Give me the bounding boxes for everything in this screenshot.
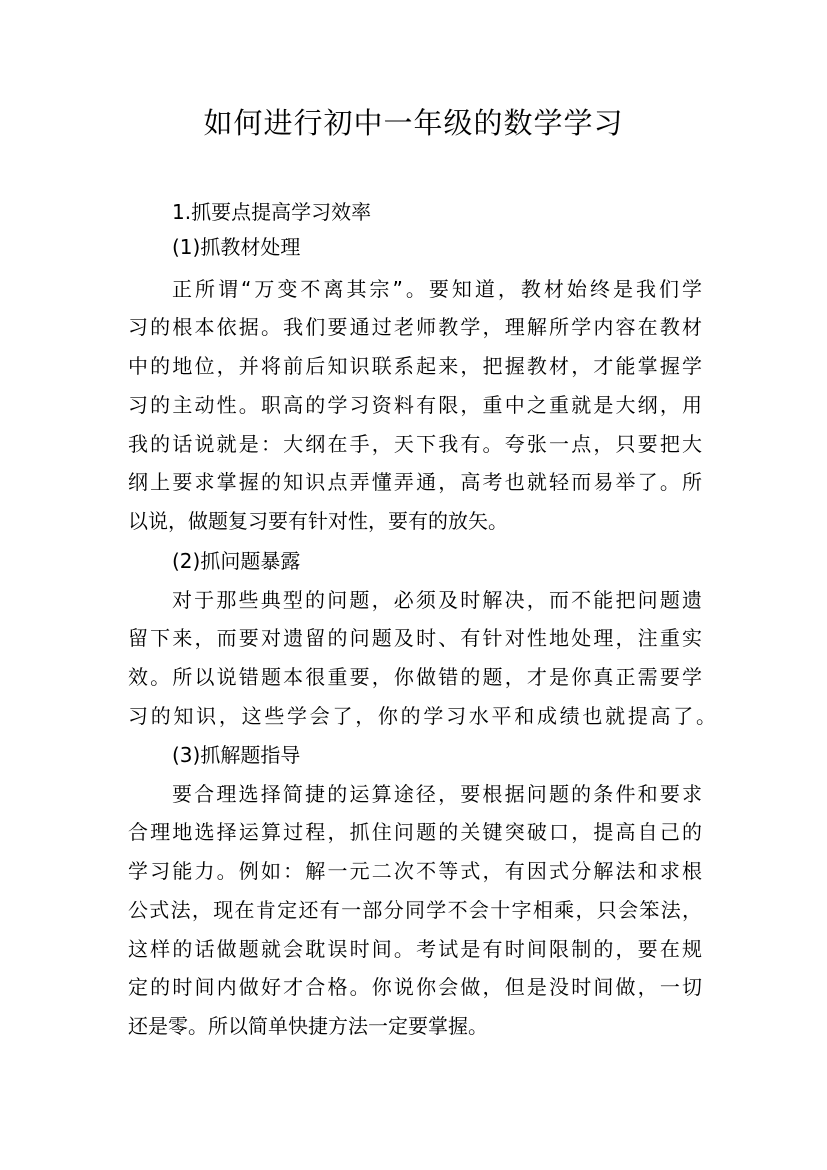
paragraph-line: 以说，做题复习要有针对性，要有的放矢。: [128, 509, 508, 533]
document-title: 如何进行初中一年级的数学学习: [203, 106, 624, 140]
paragraph-line: 这样的话做题就会耽误时间。考试是有时间限制的，要在规: [128, 937, 702, 961]
paragraph-line: 合理地选择运算过程，抓住问题的关键突破口，提高自己的: [128, 820, 702, 844]
paragraph-line: 我的话说就是：大纲在手，天下我有。夸张一点，只要把大: [128, 432, 702, 456]
subheading-3: (3)抓解题指导: [172, 743, 301, 767]
paragraph-line: 还是零。所以简单快捷方法一定要掌握。: [128, 1014, 488, 1038]
paragraph-line: 正所谓“万变不离其宗”。要知道，教材始终是我们学: [172, 277, 702, 301]
paragraph-line: 对于那些典型的问题，必须及时解决，而不能把问题遗: [172, 588, 702, 612]
subheading-2: (2)抓问题暴露: [172, 549, 301, 573]
paragraph-line: 习的知识，这些学会了，你的学习水平和成绩也就提高了。: [128, 704, 716, 728]
paragraph-line: 要合理选择简捷的运算途径，要根据问题的条件和要求: [172, 782, 702, 806]
paragraph-line: 纲上要求掌握的知识点弄懂弄通，高考也就轻而易举了。所: [128, 470, 702, 494]
paragraph-line: 习的主动性。职高的学习资料有限，重中之重就是大纲，用: [128, 393, 702, 417]
paragraph-line: 公式法，现在肯定还有一部分同学不会十字相乘，只会笨法，: [128, 898, 702, 922]
paragraph-line: 定的时间内做好才合格。你说你会做，但是没时间做，一切: [128, 975, 702, 999]
paragraph-line: 效。所以说错题本很重要，你做错的题，才是你真正需要学: [128, 665, 702, 689]
paragraph-line: 中的地位，并将前后知识联系起来，把握教材，才能掌握学: [128, 354, 702, 378]
paragraph-line: 留下来，而要对遗留的问题及时、有针对性地处理，注重实: [128, 626, 702, 650]
paragraph-line: 学习能力。例如：解一元二次不等式，有因式分解法和求根: [128, 859, 702, 883]
subheading-1: (1)抓教材处理: [172, 235, 301, 259]
paragraph-line: 习的根本依据。我们要通过老师教学，理解所学内容在教材: [128, 315, 702, 339]
heading-1: 1.抓要点提高学习效率: [172, 200, 372, 224]
